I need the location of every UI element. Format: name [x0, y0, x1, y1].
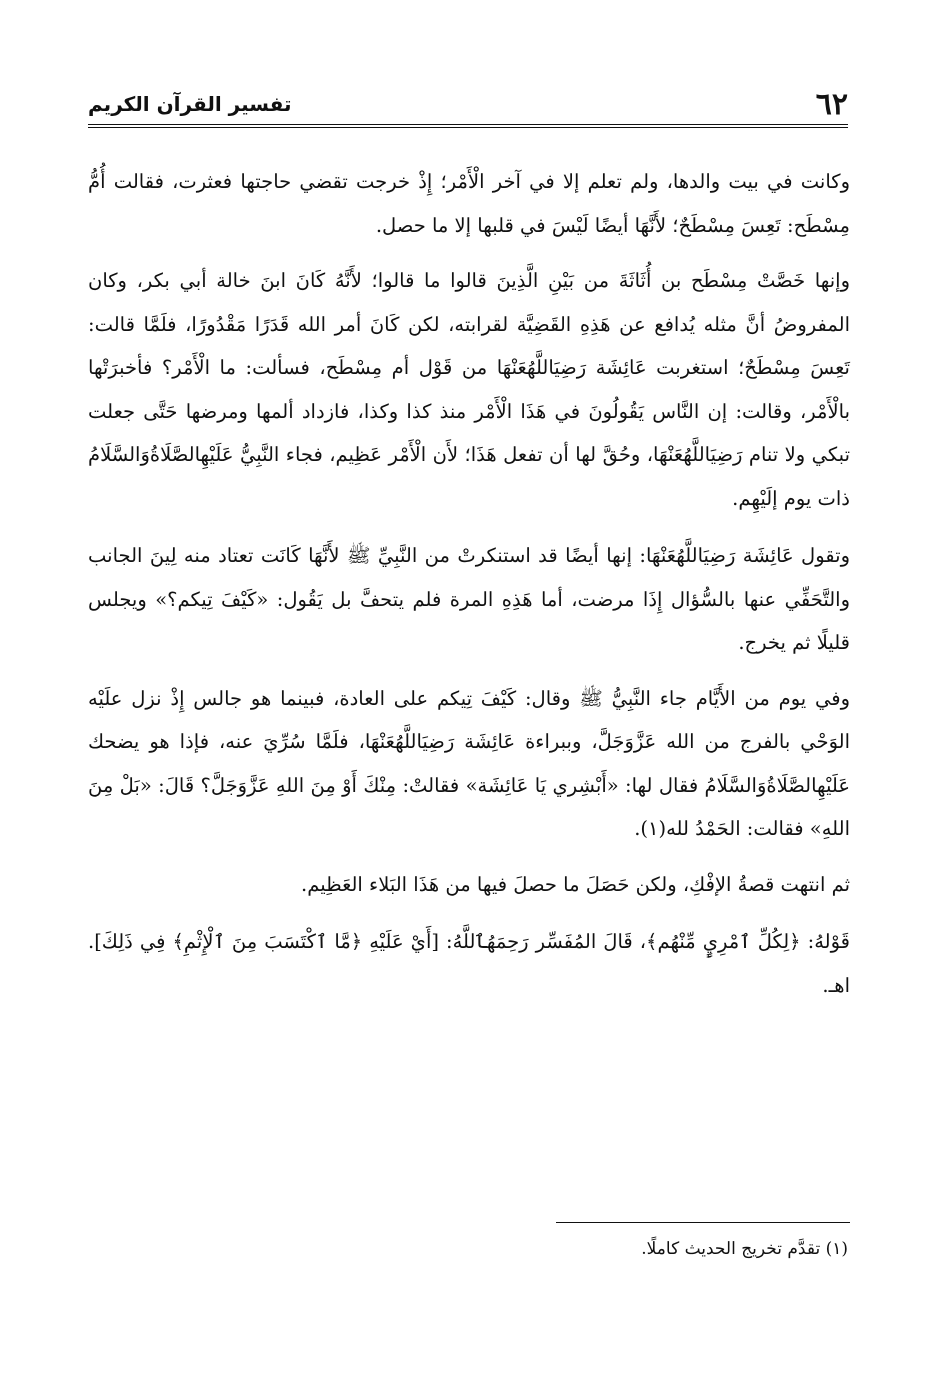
body-text — [88, 160, 850, 1019]
paragraph: وكانت في بيت والدها، ولم تعلم إلا في آخر الْأَمْر؛ إِذْ خرجت تقضي حاجتها فعثرت، فقالت أُمُّ مِسْطَح: تَعِسَ مِسْطَحٌ؛ لأَنَّهَا أيضًا لَيْسَ في قلبها إلا ما حصل. — [88, 170, 850, 237]
footnote: (١) تقدَّم تخريج الحديث كاملًا. — [641, 1239, 848, 1259]
paragraph: وفي يوم من الأَيَّام جاء النَّبِيُّ ﷺ وقال: كَيْفَ تِيكم على العادة، فبينما هو جالس إِذْ نزل علَيْه الوَحْي بالفرج من الله عَزَّوَجَلَّ، وببراءة عَائِشَة رَضِيَاللَّهُعَنْهَا، فلَمَّا سُرِّيَ عنه، فإذا هو يضحك عَلَيْهِالصَّلَاةُوَالسَّلَامُ فقال لها: «أَبْشِري يَا عَائِشَة» فقالتْ: مِنْكَ أَوْ مِنَ اللهِ عَزَّوَجَلَّ؟ قَالَ: «بَلْ مِنَ اللهِ» فقالت: الحَمْدُ لله(١). — [88, 686, 850, 840]
page-number: ٦٢ — [815, 86, 848, 122]
paragraph: وإنها خَصَّتْ مِسْطَح بن أُثَاثَةَ من بَيْنِ الَّذِينَ قالوا ما قالوا؛ لأَنَّهُ كَانَ ابنَ خالة أبي بكر، وكان المفروضُ أنَّ مثله يُدافع عن هَذِهِ القَضِيَّة لقرابته، لكن كَانَ أمر الله قَدَرًا مَقْدُورًا، فلَمَّا قالت: تَعِسَ مِسْطَحٌ؛ استغربت عَائِشَة رَضِيَاللَّهُعَنْهَا من قَوْل أم مِسْطَح، فسألت: ما الْأَمْر؟ فأخبرَتْها بالْأَمْر، وقالت: إن النَّاس يَقُولُونَ في هَذَا الْأَمْر منذ كذا وكذا، فازداد ألمها ومرضها حَتَّى جعلت تبكي ولا تنام رَضِيَاللَّهُعَنْهَا، وحُقَّ لها أن تفعل هَذَا؛ لأَن الْأَمْر عَظِيم، فجاء النَّبِيُّ عَلَيْهِالصَّلَاةُوَالسَّلَامُ ذات يوم إلَيْهِم. — [88, 269, 850, 510]
running-title: تفسير القرآن الكريم — [88, 92, 292, 116]
footnote-rule — [556, 1222, 850, 1223]
paragraph: قَوْلهُ: ﴿لِكُلِّ ٱمْرِيٍٕ مِّنْهُم﴾، قَالَ المُفَسِّر رَحِمَهُٱللَّهُ: [أَيْ عَلَيْهِ ﴿مَّا ٱكْتَسَبَ مِنَ ٱلْإِثْمِ﴾ فِي ذَلِكَ]. اهـ. — [88, 930, 850, 997]
page-header — [88, 84, 848, 124]
paragraph: وتقول عَائِشَة رَضِيَاللَّهُعَنْهَا: إنها أيضًا قد استنكرتْ من النَّبِيِّ ﷺ لأَنَّهَا كَانَت تعتاد منه لِينَ الجانب والتَّحَفِّي عنها بالسُّؤال إِذَا مرضت، أما هَذِهِ المرة فلم يتحفَّ بل يَقُول: «كَيْفَ تِيكم؟» ويجلس قليلًا ثم يخرج. — [88, 544, 850, 654]
header-rule — [88, 124, 848, 128]
paragraph: ثم انتهت قصةُ الإفْكِ، ولكن حَصَلَ ما حصلَ فيها من هَذَا البَلاء العَظِيم. — [301, 872, 850, 896]
